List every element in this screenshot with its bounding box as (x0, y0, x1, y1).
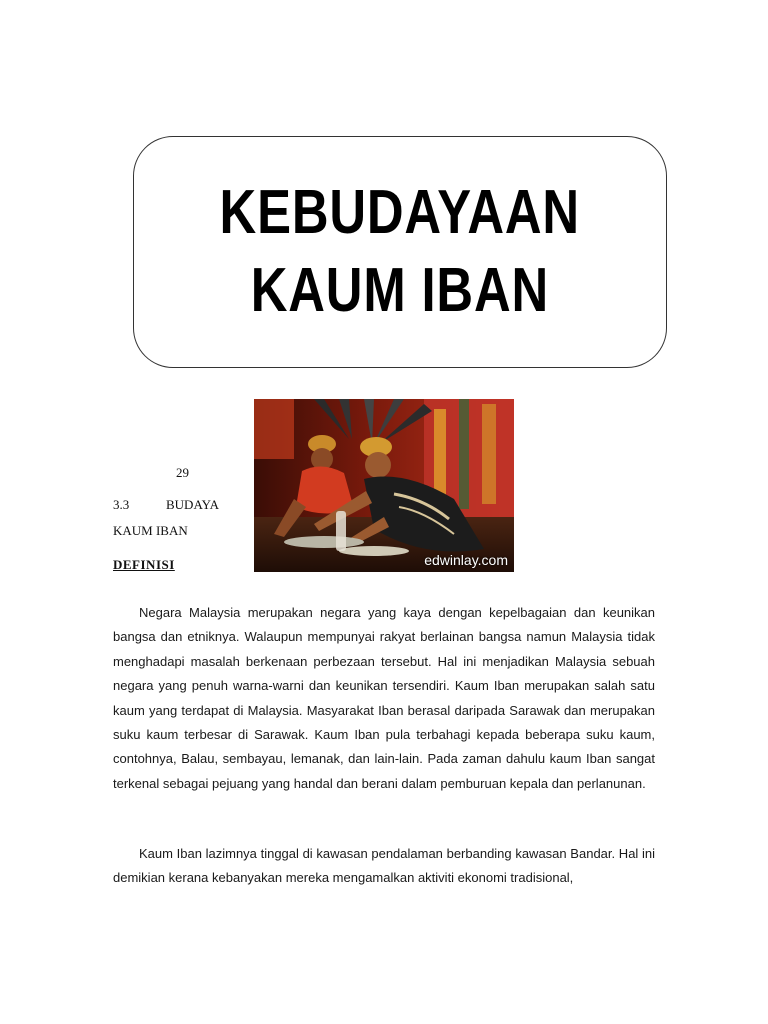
section-number: 3.3 (113, 497, 130, 512)
photo-illustration (254, 399, 514, 572)
photo-watermark: edwinlay.com (424, 552, 508, 568)
section-title-part2: KAUM IBAN (113, 523, 188, 538)
iban-dancers-photo (254, 399, 514, 572)
definition-heading: DEFINISI (113, 557, 175, 572)
page-number: 29 (176, 465, 189, 480)
body-paragraph-1: Negara Malaysia merupakan negara yang kaya dengan kepelbagaian dan keunikan bangsa dan etniknya. Walaupun mempunyai rakyat berlainan bangsa namun Malaysia tidak menghadapi masalah berkenaan perbezaan tersebut. Hal ini menjadikan Malaysia sebuah negara yang penuh warna-warni dan keunikan tersendiri. Kaum Iban merupakan salah satu kaum yang terdapat di Malaysia. Masyarakat Iban berasal daripada Sarawak dan merupakan suku kaum terbesar di Sarawak. Kaum Iban pula terbahagi kepada beberapa suku kaum, contohnya, Balau, sembayau, lemanak, dan lain-lain. Pada zaman dahulu kaum Iban sangat terkenal sebagai pejuang yang handal dan berani dalam pemburuan kepala dan perlanunan. (113, 605, 655, 791)
section-title-part1: BUDAYA (166, 497, 219, 512)
title-line-2: KAUM IBAN (250, 256, 550, 325)
body-paragraph-2: Kaum Iban lazimnya tinggal di kawasan pendalaman berbanding kawasan Bandar. Hal ini demikian kerana kebanyakan mereka mengamalkan aktiviti ekonomi tradisional, (113, 846, 655, 886)
title-box (133, 136, 667, 368)
title-line-1: KEBUDAYAAN (219, 178, 581, 247)
